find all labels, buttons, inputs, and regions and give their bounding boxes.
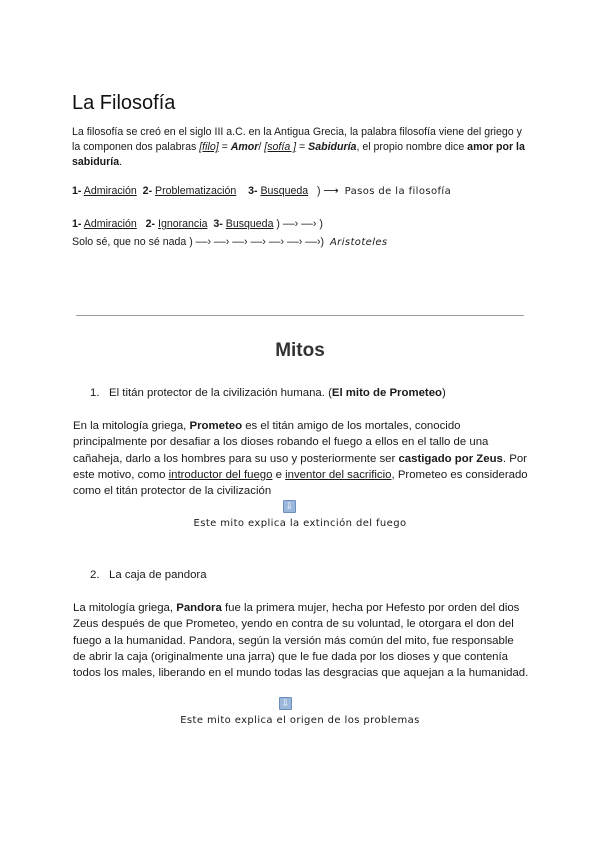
prometeo-paragraph: En la mitología griega, Prometeo es el titán amigo de los mortales, conocido principalmente por desafiar a los dioses robando el fuego a ellos en el tallo de una cañaheja, darlo a los hombres para su uso y posteriormente ser castigado por Zeus. Por este motivo, como introductor del fuego e inventor del sacrificio, Prometeo es considerado como el titán protector de la civilización [73, 420, 528, 498]
section-title: Mitos [275, 340, 325, 361]
intro-paragraph: La filosofía se creó en el siglo III a.C. en la Antigua Grecia, la palabra filosofía viene del griego y la componen dos palabras [filo] = Amor/ [sofía ] = Sabiduría, el propio nombre dice amor por la sabiduría. [72, 126, 525, 168]
term-amor-por-sabiduria: amor por la sabiduría [72, 141, 525, 168]
handwritten-note: Aristoteles [329, 237, 388, 248]
down-arrow-icon: ⇩ [283, 500, 296, 513]
caption: Este mito explica el origen de los problemas [180, 715, 420, 726]
term-filo: [filo] [199, 141, 219, 153]
steps-line-1: 1- Admiración 2- Problematización 3- Busqueda ) ⟶ Pasos de la filosofía [72, 185, 452, 197]
term-sofia: [sofía ] [264, 141, 297, 153]
pandora-paragraph: La mitología griega, Pandora fue la primera mujer, hecha por Hefesto por orden del dios Zeus después de que Prometeo, yendo en contra de su voluntad, le otorgara el don del fuego a la humanidad. Pandora, según la versión más común del mito, fue responsable de abrir la caja (originalmente una jarra) que le fue dada por los dioses y que contenía todos los males, liberando en el mundo todas las desgracias que aquejan a la humanidad. [73, 602, 529, 680]
horizontal-rule [76, 315, 524, 316]
handwritten-note: Pasos de la filosofía [344, 186, 452, 197]
down-arrow-icon: ⇩ [279, 697, 292, 710]
caption: Este mito explica la extinción del fuego [193, 518, 407, 529]
term-amor: Amor [230, 141, 259, 153]
list-item: 2. La caja de pandora [90, 569, 207, 581]
steps-line-2: 1- Admiración 2- Ignorancia 3- Busqueda ) ––› ––› ) [72, 218, 323, 230]
term-sabiduria: Sabiduría [308, 141, 357, 153]
list-item: 1. El titán protector de la civilización humana. (El mito de Prometeo) [90, 387, 446, 399]
page-title: La Filosofía [72, 92, 176, 114]
socrates-line: Solo sé, que no sé nada ) ––› ––› ––› ––› ––› ––› ––›) Aristoteles [72, 236, 388, 248]
